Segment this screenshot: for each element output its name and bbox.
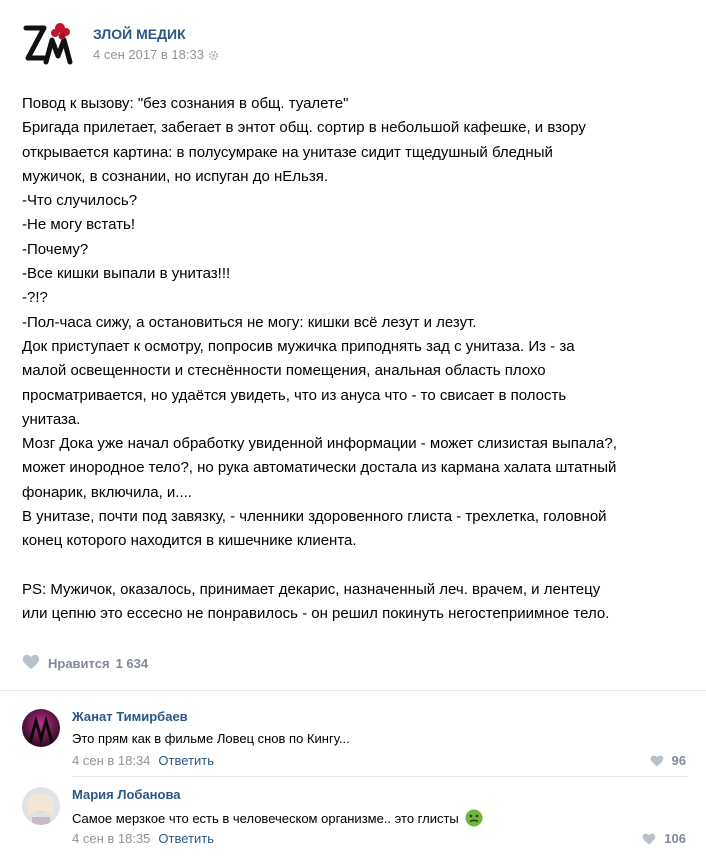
post-text-line: открывается картина: в полусумраке на унитазе сидит тщедушный бледный: [22, 143, 553, 161]
post-text-line: Мозг Дока уже начал обработку увиденной информации - может слизистая выпала?,: [22, 435, 617, 453]
comment-meta: [72, 753, 214, 768]
post-text-line: малой освещенности и стеснённости помещения, анальная область плохо: [22, 362, 546, 380]
post-header: [22, 18, 682, 70]
divider: [72, 776, 688, 777]
post-text-line: может инородное тело?, но рука автоматически достала из кармана халата штатный: [22, 459, 617, 477]
avatar[interactable]: [22, 787, 60, 825]
comment-author[interactable]: Мария Лобанова: [72, 787, 181, 802]
like-button[interactable]: [22, 654, 148, 673]
post-text-line: просматривается, но удаётся увидеть, что из ануса что - то свисает в полость: [22, 386, 567, 404]
nauseated-face-icon: [465, 809, 483, 830]
post-text-line: -?!?: [22, 289, 48, 307]
post-text-line: Бригада прилетает, забегает в энтот общ. сортир в небольшой кафешке, и взору: [22, 119, 586, 137]
zm-logo-icon[interactable]: [22, 18, 74, 70]
post-author[interactable]: ЗЛОЙ МЕДИК: [93, 26, 186, 42]
comment-like-count: 106: [664, 831, 686, 846]
heart-icon: [22, 654, 40, 673]
comment: [22, 709, 692, 779]
comment-like-button[interactable]: [642, 831, 686, 846]
gear-icon[interactable]: [208, 49, 219, 64]
post-text-line: -Все кишки выпали в унитаз!!!: [22, 265, 231, 283]
post-date-row: [93, 47, 219, 64]
post-text-line: Повод к вызову: "без сознания в общ. туалете": [22, 95, 349, 112]
post-text-line: конец которого находится в кишечнике клиента.: [22, 532, 357, 550]
post-text-line: унитаза.: [22, 410, 81, 428]
post-text-line: мужичок, в сознании, но испуган до нЕльзя.: [22, 167, 328, 185]
heart-icon: [642, 833, 656, 845]
post-text-line: -Почему?: [22, 240, 89, 258]
reply-button[interactable]: Ответить: [158, 831, 214, 846]
post-text: [22, 92, 686, 627]
avatar[interactable]: [22, 709, 60, 747]
heart-icon: [650, 755, 664, 767]
post-text-line: -Не могу встать!: [22, 216, 135, 234]
comment-meta: [72, 831, 214, 846]
comment-date[interactable]: 4 сен в 18:35: [72, 831, 151, 846]
comment-like-count: 96: [671, 753, 686, 768]
comment-date[interactable]: 4 сен в 18:34: [72, 753, 151, 768]
comment-text-body: Самое мерзкое что есть в человеческом организме.. это глисты: [72, 811, 459, 826]
post-text-line: -Пол-часа сижу, а остановиться не могу: кишки всё лезут и лезут.: [22, 313, 477, 331]
comment-text: [72, 809, 483, 830]
comment-like-button[interactable]: [650, 753, 686, 768]
comment-author[interactable]: Жанат Тимирбаев: [72, 709, 188, 724]
post-text-line: Док приступает к осмотру, попросив мужичка приподнять зад с унитаза. Из - за: [22, 337, 575, 355]
like-label: Нравится: [48, 656, 110, 671]
post-text-line: -Что случилось?: [22, 192, 138, 210]
like-count: 1 634: [115, 656, 149, 671]
comment: [22, 787, 692, 857]
post-text-line: или цепню это ессесно не понравилось - он решил покинуть негостеприимное тело.: [22, 605, 610, 623]
post-text-line: В унитазе, почти под завязку, - членники здоровенного глиста - трехлетка, головной: [22, 508, 607, 526]
reply-button[interactable]: Ответить: [158, 753, 214, 768]
post-text-line: [22, 554, 686, 578]
post-date[interactable]: 4 сен 2017 в 18:33: [93, 47, 204, 62]
post-text-line: PS: Мужичок, оказалось, принимает декарис, назначенный леч. врачем, и лентецу: [22, 580, 601, 598]
post-text-line: фонарик, включила, и....: [22, 483, 192, 501]
divider: [0, 690, 706, 691]
comment-text: Это прям как в фильме Ловец снов по Кингу...: [72, 731, 350, 746]
